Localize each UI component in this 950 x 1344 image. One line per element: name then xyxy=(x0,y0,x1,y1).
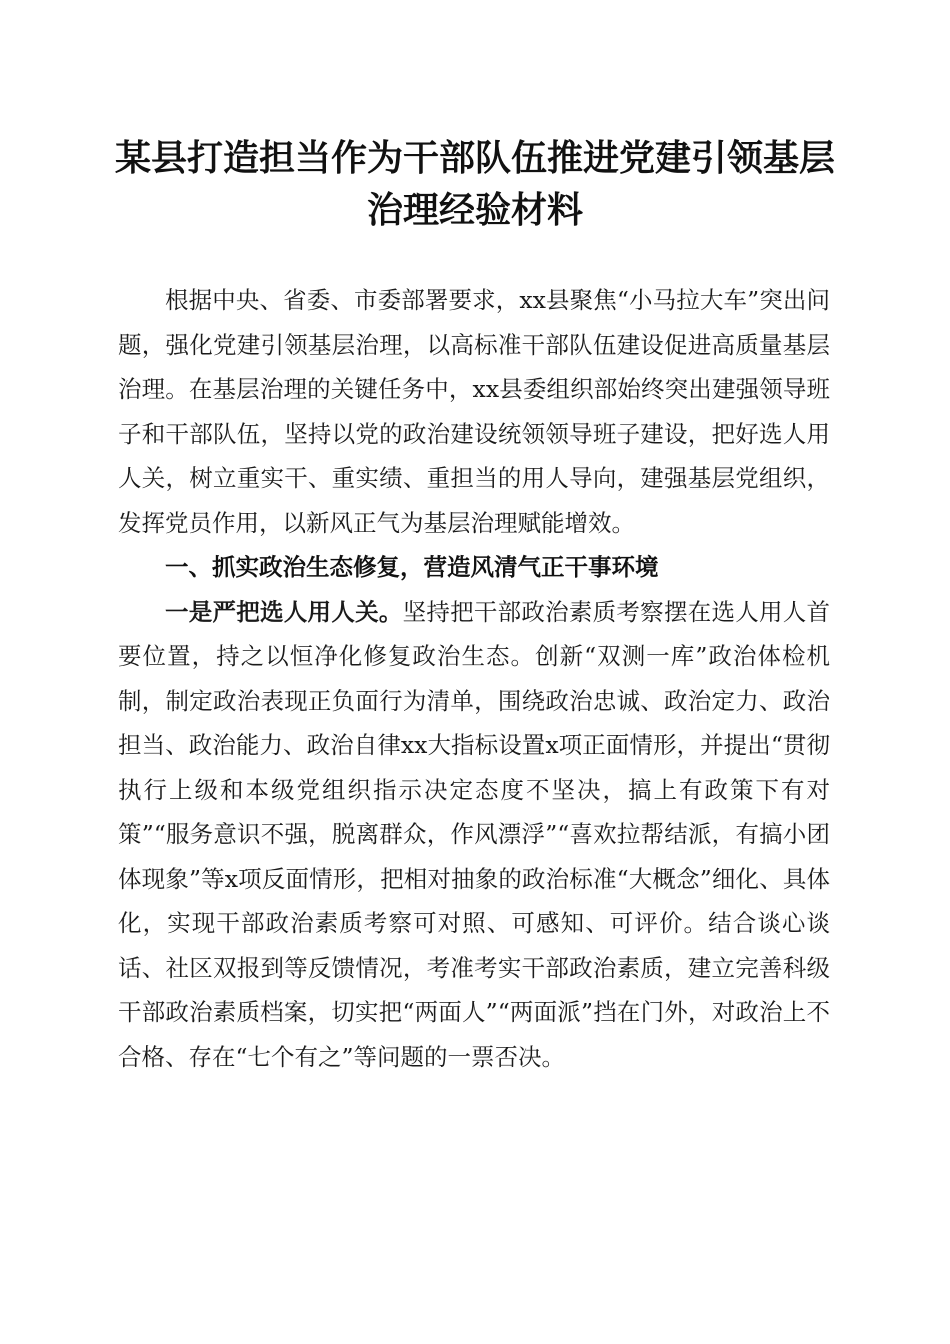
document-title xyxy=(100,132,850,236)
section-1-lead: 一是严把选人用人关。 xyxy=(165,597,403,626)
document-body xyxy=(118,278,830,1079)
document-title-line-1: 某县打造担当作为干部队伍推进党建引领基层 xyxy=(114,137,835,179)
intro-paragraph: 根据中央、省委、市委部署要求，xx县聚焦“小马拉大车”突出问题，强化党建引领基层治理，以高标准干部队伍建设促进高质量基层治理。在基层治理的关键任务中，xx县委组织部始终突出建强领导班子和干部队伍，坚持以党的政治建设统领领导班子建设，把好选人用人关，树立重实干、重实绩、重担当的用人导向，建强基层党组织，发挥党员作用，以新风正气为基层治理赋能增效。 xyxy=(118,286,830,537)
section-1-body: 坚持把干部政治素质考察摆在选人用人首要位置，持之以恒净化修复政治生态。创新“双测一库”政治体检机制，制定政治表现正负面行为清单，围绕政治忠诚、政治定力、政治担当、政治能力、政治自律xx大指标设置x项正面情形，并提出“贯彻执行上级和本级党组织指示决定态度不坚决，搞上有政策下有对策”“服务意识不强，脱离群众，作风漂浮”“喜欢拉帮结派，有搞小团体现象”等x项反面情形，把相对抽象的政治标准“大概念”细化、具体化，实现干部政治素质考察可对照、可感知、可评价。结合谈心谈话、社区双报到等反馈情况，考准考实干部政治素质，建立完善科级干部政治素质档案，切实把“两面人”“两面派”挡在门外，对政治上不合格、存在“七个有之”等问题的一票否决。 xyxy=(118,597,831,1071)
document-title-line-2: 治理经验材料 xyxy=(366,189,583,231)
section-1-paragraph xyxy=(118,590,830,1080)
section-heading-1: 一、抓实政治生态修复，营造风清气正干事环境 xyxy=(165,553,659,581)
